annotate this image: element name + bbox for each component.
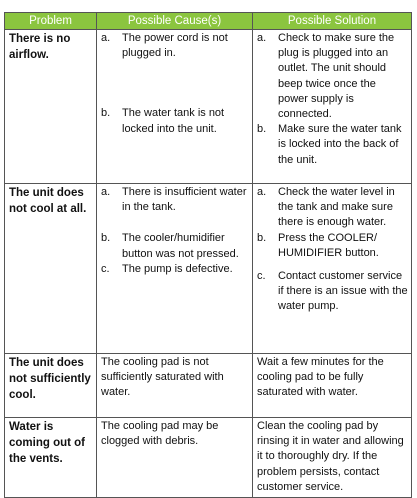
list-item (257, 231, 408, 261)
item-marker: b. (101, 232, 111, 245)
header-row (5, 13, 412, 30)
item-text: Make sure the water tank is locked into the back of the unit. (278, 123, 402, 166)
item-text: Contact customer service if there is an issue with the water pump. (278, 270, 408, 313)
causes-cell (97, 30, 253, 184)
item-marker: b. (101, 107, 111, 120)
item-marker: a. (257, 32, 267, 44)
table-row (5, 184, 412, 354)
solutions-cell (253, 30, 412, 184)
problem-cell: The unit does not cool at all. (5, 184, 97, 354)
list-item (101, 262, 249, 277)
list-item (101, 31, 249, 61)
header-solution: Possible Solution (253, 13, 412, 30)
item-text: The water tank is not locked into the unit. (122, 107, 225, 135)
item-text: There is insufficient water in the tank. (122, 186, 247, 214)
solutions-cell (253, 184, 412, 354)
item-marker: a. (101, 186, 111, 198)
item-marker: a. (101, 32, 111, 44)
item-text: The cooler/humidifier button was not pressed. (122, 232, 239, 260)
list-item (101, 185, 249, 215)
header-causes: Possible Cause(s) (97, 13, 253, 30)
item-text: Check the water level in the tank and make sure there is enough water. (278, 186, 395, 229)
problem-cell: The unit does not sufficiently cool. (5, 354, 97, 418)
list-item (257, 269, 408, 315)
problem-cell: There is no airflow. (5, 30, 97, 184)
item-marker: b. (257, 231, 267, 244)
list-item (257, 122, 408, 168)
item-marker: a. (257, 186, 267, 198)
item-marker: c. (257, 270, 266, 283)
item-marker: c. (101, 262, 110, 275)
item-marker: b. (257, 123, 267, 136)
solution-cell: Clean the cooling pad by rinsing it in water and allowing it to thoroughly dry. If the problem persists, contact customer service. (253, 418, 412, 498)
list-item (257, 185, 408, 231)
item-text: Check to make sure the plug is plugged into an outlet. The unit should beep twice once the power supply is connected. (278, 32, 395, 121)
problem-cell: Water is coming out of the vents. (5, 418, 97, 498)
table-row (5, 354, 412, 418)
list-item (257, 31, 408, 122)
solution-cell: Wait a few minutes for the cooling pad to be fully saturated with water. (253, 354, 412, 418)
item-text: The pump is defective. (122, 262, 233, 275)
list-item (101, 106, 249, 136)
table-row (5, 418, 412, 498)
causes-cell (97, 184, 253, 354)
item-text: Press the COOLER/ HUMIDIFIER button. (278, 231, 379, 259)
item-text: The power cord is not plugged in. (122, 32, 228, 60)
cause-cell: The cooling pad may be clogged with debris. (97, 418, 253, 498)
troubleshooting-table (4, 12, 412, 498)
table-row (5, 30, 412, 184)
list-item (101, 231, 249, 261)
cause-cell: The cooling pad is not sufficiently saturated with water. (97, 354, 253, 418)
header-problem: Problem (5, 13, 97, 30)
